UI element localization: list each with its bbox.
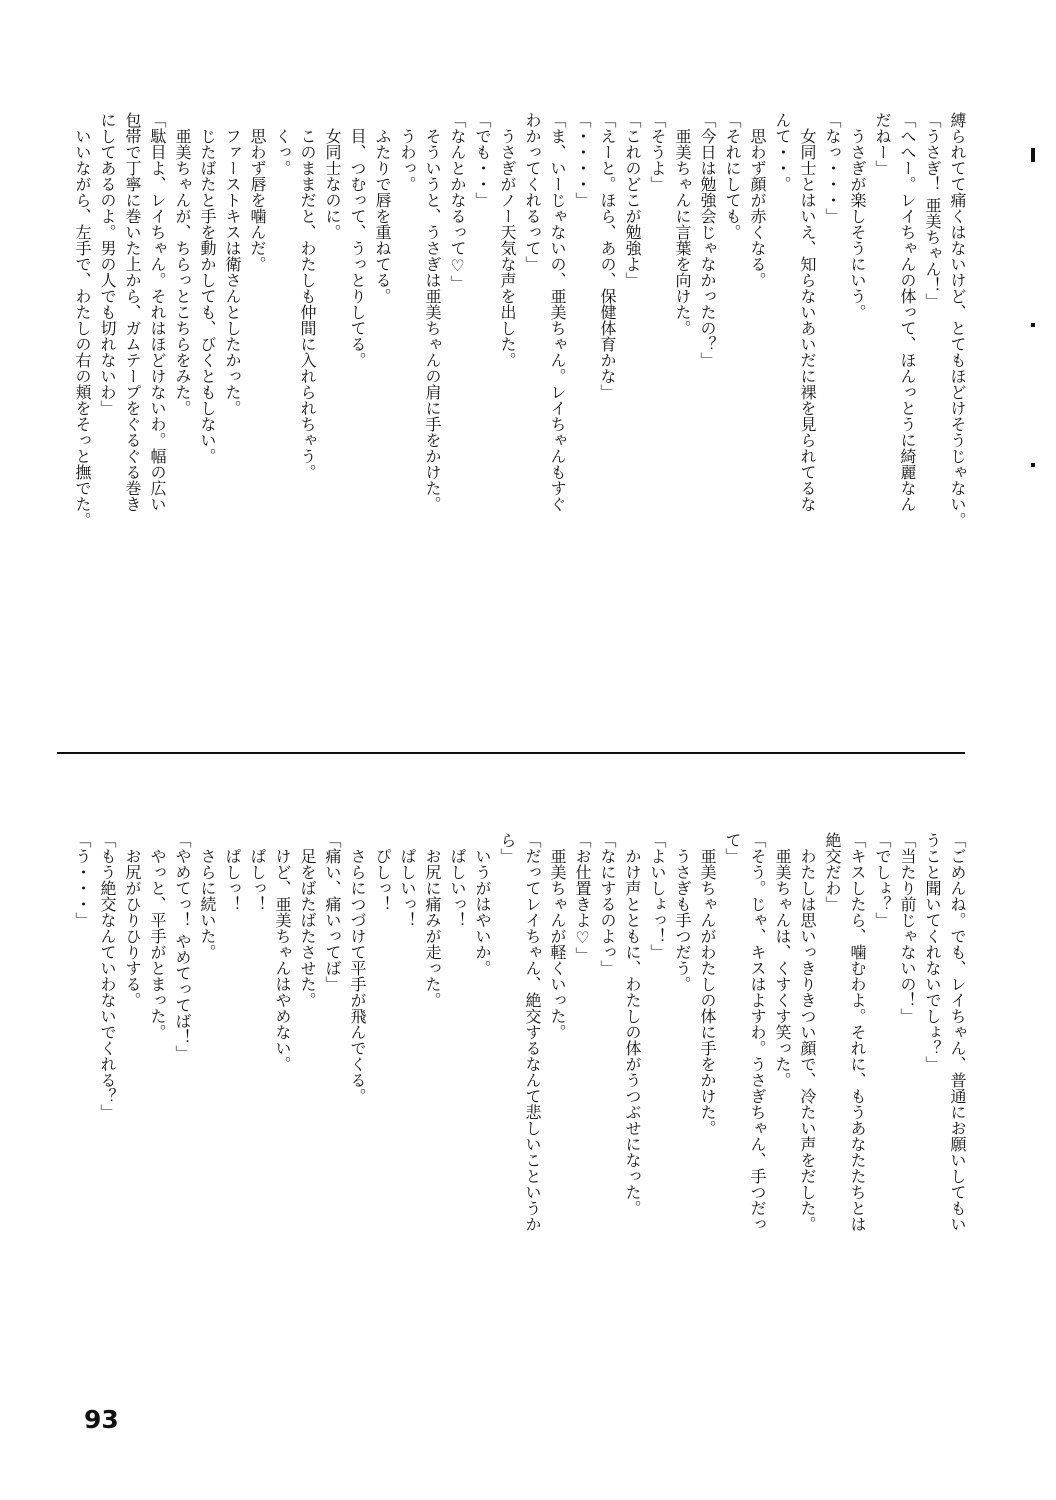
text-line: 亜美ちゃんが軽くいった。 [548, 832, 567, 1040]
text-line: 「なっ・・・」 [823, 112, 842, 224]
text-line: 亜美ちゃんは、くすくす笑った。 [773, 832, 792, 1088]
text-line: 「今日は勉強会じゃなかったの？」 [698, 112, 717, 368]
text-line: 「なんとかなるって♡」 [448, 112, 467, 291]
text-line: このままだと、わたしも仲間に入れられちゃう。 [298, 112, 317, 480]
section-divider [57, 752, 965, 754]
text-line: 「・・・・」 [573, 112, 592, 208]
text-line: 絶交だわ」 [823, 832, 842, 912]
text-line: いいながら、左手で、わたしの右の頬をそっと撫でた。 [73, 112, 92, 528]
scan-edge-mark [1031, 148, 1035, 162]
text-block-top [50, 112, 970, 717]
text-line: わたしは思いっきりきつい顔で、冷たい声をだした。 [798, 832, 817, 1232]
text-line: 亜美ちゃんがわたしの体に手をかけた。 [698, 832, 717, 1136]
text-line: 「駄目よ、レイちゃん。それはほどけないわ。幅の広い [148, 112, 167, 512]
text-line: 足をばたばたさせた。 [298, 832, 317, 1008]
text-line: 縛られてて痛くはないけど、とてもほどけそうじゃない。 [948, 112, 967, 528]
text-line: 「でしょ？」 [873, 832, 892, 928]
text-line: 亜美ちゃんに言葉を向けた。 [673, 112, 692, 336]
text-line: うさぎが楽しそうにいう。 [848, 112, 867, 320]
text-line: 「だってレイちゃん、絶交するなんて悲しいこというか [523, 832, 542, 1232]
text-line: お尻がひりひりする。 [123, 832, 142, 1008]
text-line: 思わず唇を噛んだ。 [248, 112, 267, 272]
scan-edge-mark [1031, 323, 1035, 327]
text-line: 「でも・・」 [473, 112, 492, 208]
text-line: 「キスしたら、噛むわよ。それに、もうあなたたちとは [848, 832, 867, 1232]
text-line: 「えーと。ほら、あの、保健体育かな」 [598, 112, 617, 400]
text-line: ファーストキスは衛さんとしたかった。 [223, 112, 242, 416]
text-line: さらに続いた。 [198, 832, 217, 960]
text-line: くっ。 [273, 112, 292, 176]
text-line: じたばたと手を動かしても、びくともしない。 [198, 112, 217, 464]
text-line: さらにつづけて平手が飛んでくる。 [348, 832, 367, 1104]
text-line: お尻に痛みが走った。 [423, 832, 442, 1008]
text-line: うさぎがノー天気な声を出した。 [498, 112, 517, 368]
text-line: て」 [723, 832, 742, 864]
text-line: 「へへー。レイちゃんの体って、ほんっとうに綺麗なん [898, 112, 917, 512]
text-line: だねー」 [873, 112, 892, 176]
text-line: 思わず顔が赤くなる。 [748, 112, 767, 288]
text-line: んて・・。 [773, 112, 792, 192]
text-line: 「痛い、痛いってば」 [323, 832, 342, 992]
text-line: 「なにするのよっ」 [598, 832, 617, 976]
text-block-bottom [50, 832, 970, 1292]
text-line: 「よいしょっ！」 [648, 832, 667, 960]
text-line: にしてあるのよ。男の人でも切れないわ」 [98, 112, 117, 416]
text-line: わかってくれるって」 [523, 112, 542, 272]
text-line: 「ま、いーじゃないの、亜美ちゃん。レイちゃんもすぐ [548, 112, 567, 512]
text-line: 「うさぎ！ 亜美ちゃん！」 [923, 112, 942, 310]
text-line: 亜美ちゃんが、ちらっとこちらをみた。 [173, 112, 192, 416]
text-line: ら」 [498, 832, 517, 864]
page-number: 93 [84, 1405, 119, 1434]
text-line: ふたりで唇を重ねてる。 [373, 112, 392, 304]
text-line: 「そう。じゃ、キスはよすわ。うさぎちゃん、手つだっ [748, 832, 767, 1232]
text-line: 包帯で丁寧に巻いた上から、ガムテープをぐるぐる巻き [123, 112, 142, 512]
text-line: 「これのどこが勉強よ」 [623, 112, 642, 288]
text-line: ぱしいっ！ [448, 832, 467, 928]
text-line: ぴしっ！ [373, 832, 392, 912]
text-line: ぱしいっ！ [398, 832, 417, 928]
text-line: けど、亜美ちゃんはやめない。 [273, 832, 292, 1072]
text-line: そういうと、うさぎは亜美ちゃんの肩に手をかけた。 [423, 112, 442, 512]
text-line: 「当たり前じゃないの！」 [898, 832, 917, 1024]
text-line: うさぎも手つだう。 [673, 832, 692, 992]
text-line: かけ声とともに、わたしの体がうつぶせになった。 [623, 832, 642, 1216]
scan-edge-mark [1031, 463, 1035, 467]
text-line: うこと聞いてくれないでしょ？」 [923, 832, 942, 1072]
text-line: 「お仕置きよ♡」 [573, 832, 592, 963]
text-line: 「そうよ」 [648, 112, 667, 192]
text-line: 女同士なのに。 [323, 112, 342, 240]
text-line: 「もう絶交なんていわないでくれる？」 [98, 832, 117, 1120]
text-line: 「う・・・」 [73, 832, 92, 928]
text-line: 「ごめんね。でも、レイちゃん、普通にお願いしてもい [948, 832, 967, 1232]
text-line: うわっ。 [398, 112, 417, 192]
text-line: 「それにしても。 [723, 112, 742, 240]
text-line: ぱしっ！ [248, 832, 267, 912]
text-line: 女同士とはいえ、知らないあいだに裸を見られてるな [798, 112, 817, 512]
text-line: 目、つむって、うっとりしてる。 [348, 112, 367, 368]
text-line: やっと、平手がとまった。 [148, 832, 167, 1040]
text-line: 「やめてっ！ やめてってば！」 [173, 832, 192, 1062]
text-line: ぱしっ！ [223, 832, 242, 912]
text-line: いうがはやいか。 [473, 832, 492, 976]
